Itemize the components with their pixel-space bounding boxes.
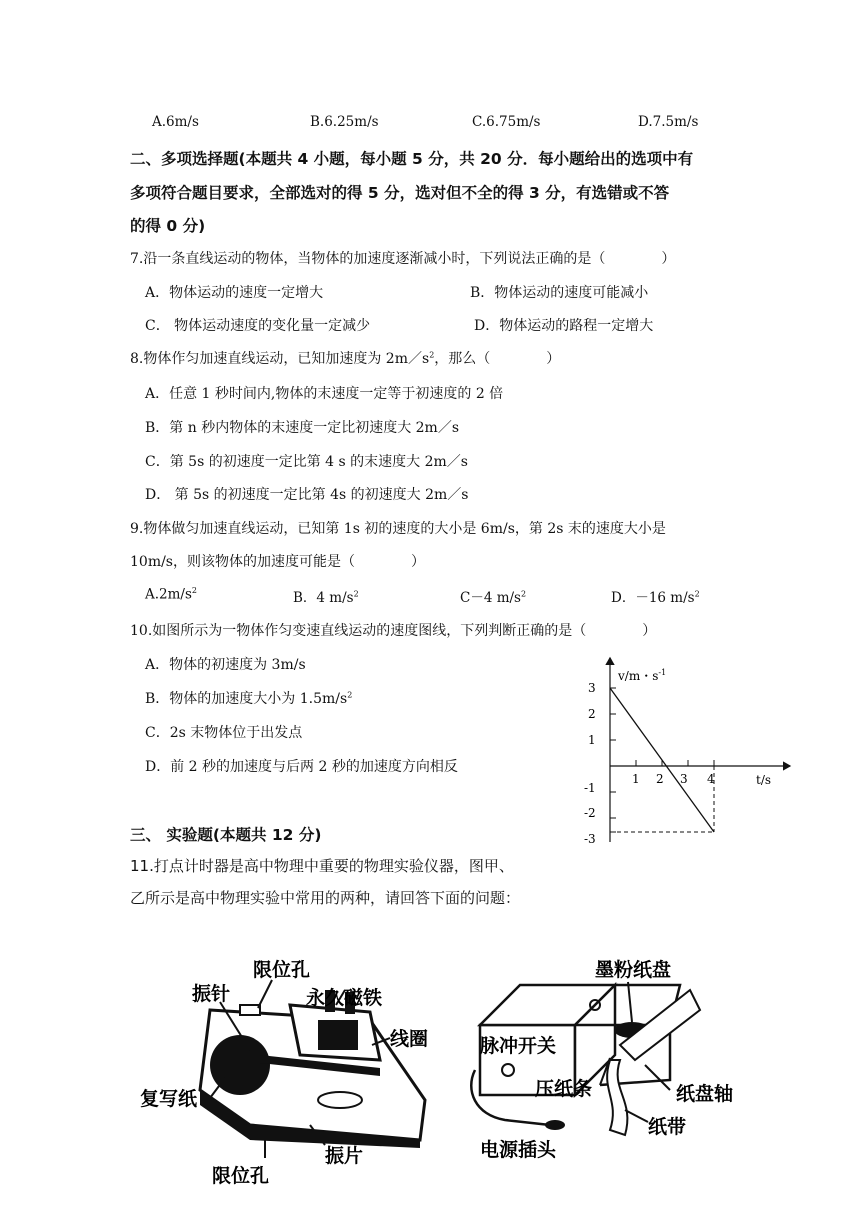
graph-y-label: v/m・$s^{-1}$ [618, 668, 667, 683]
label-coil: 线圈 [390, 1028, 429, 1050]
label-pulse-switch: 脉冲开关 [480, 1035, 557, 1057]
q10-stem: 10.如图所示为一物体作匀变速直线运动的速度图线，下列判断正确的是（ ） [130, 623, 657, 639]
electromagnetic-timer-figure [140, 950, 450, 1190]
q9-option-a: $A.2m/s^2$ [145, 586, 198, 603]
y-tick-label: 2 [588, 707, 596, 721]
label-paper-tape: 纸带 [648, 1116, 687, 1138]
q10-option-c: C．2s 末物体位于出发点 [145, 725, 303, 741]
label-press-strip: 压纸条 [535, 1078, 593, 1100]
graph-x-label: t/s [756, 773, 772, 787]
q6-option-b: B.6.25m/s [310, 114, 379, 130]
y-tick-label: 1 [588, 733, 596, 747]
q7-option-a: A．物体运动的速度一定增大 [145, 285, 324, 301]
q6-option-a: A.6m/s [152, 114, 199, 130]
label-magnet: 永久磁铁 [306, 987, 383, 1009]
label-top-hole: 限位孔 [253, 959, 311, 981]
q9-option-b: B．4 $m/s^2$ [293, 589, 359, 606]
q8-option-b: B．第 n 秒内物体的末速度一定比初速度大 2m／s [145, 420, 460, 436]
section2-heading-line1: 二、多项选择题(本题共 4 小题，每小题 5 分，共 20 分．每小题给出的选项中有 [130, 150, 694, 168]
q11-stem-line2: 乙所示是高中物理实验中常用的两种，请回答下面的问题： [130, 889, 521, 907]
q8-option-d: D． 第 5s 的初速度一定比第 4s 的初速度大 2m／s [145, 487, 469, 503]
q10-option-d: D．前 2 秒的加速度与后两 2 秒的加速度方向相反 [145, 759, 458, 775]
label-reed: 振片 [325, 1145, 364, 1167]
q8-stem: 8.物体作匀加速直线运动，已知加速度为 $2m/s^2$，那么（ ） [130, 350, 561, 367]
x-tick-label: 1 [632, 772, 640, 786]
label-carbon-paper: 复写纸 [140, 1088, 198, 1110]
y-tick-label: -2 [584, 806, 596, 820]
q9-stem-line1: 9.物体做匀加速直线运动，已知第 1s 初的速度的大小是 6m/s，第 2s 末的速度大小是 [130, 521, 666, 537]
q9-stem-line2: 10m/s，则该物体的加速度可能是（ ） [130, 554, 425, 570]
spark-timer-figure [460, 950, 790, 1170]
label-bottom-hole: 限位孔 [212, 1165, 270, 1187]
q7-stem: 7.沿一条直线运动的物体，当物体的加速度逐渐减小时，下列说法正确的是（ ） [130, 251, 676, 267]
velocity-time-graph [570, 650, 800, 850]
label-disk-axis: 纸盘轴 [676, 1083, 734, 1105]
section2-heading-line3: 的得 0 分) [130, 217, 206, 235]
y-tick-label: -1 [584, 781, 596, 795]
q6-option-d: D.7.5m/s [638, 114, 699, 130]
q11-stem-line1: 11.打点计时器是高中物理中重要的物理实验仪器，图甲、 [130, 857, 514, 875]
section2-heading-line2: 多项符合题目要求，全部选对的得 5 分，选对但不全的得 3 分，有选错或不答 [130, 184, 670, 202]
q7-option-d: D．物体运动的路程一定增大 [474, 318, 654, 334]
label-power-plug: 电源插头 [480, 1139, 557, 1161]
q8-option-c: C．第 5s 的初速度一定比第 4 s 的末速度大 2m／s [145, 454, 468, 470]
x-tick-label: 3 [680, 772, 688, 786]
q7-option-c: C． 物体运动速度的变化量一定减少 [145, 318, 371, 334]
y-tick-label: -3 [584, 832, 596, 846]
y-tick-label: 3 [588, 681, 596, 695]
label-needle: 振针 [192, 983, 231, 1005]
q7-option-b: B．物体运动的速度可能减小 [470, 285, 649, 301]
q6-option-c: C.6.75m/s [472, 114, 541, 130]
q10-option-a: A．物体的初速度为 3m/s [145, 657, 306, 673]
label-ink-disk: 墨粉纸盘 [595, 959, 672, 981]
q9-option-d: D．－16 $m/s^2$ [611, 589, 700, 606]
q8-option-a: A．任意 1 秒时间内,物体的末速度一定等于初速度的 2 倍 [145, 386, 504, 402]
velocity-line [610, 688, 714, 832]
q10-option-b: B．物体的加速度大小为 $1.5m/s^2$ [145, 690, 353, 707]
q9-option-c: C－4 $m/s^2$ [460, 589, 527, 606]
section3-heading: 三、 实验题(本题共 12 分) [130, 826, 322, 844]
x-tick-label: 2 [656, 772, 664, 786]
x-tick-label: 4 [707, 772, 715, 786]
